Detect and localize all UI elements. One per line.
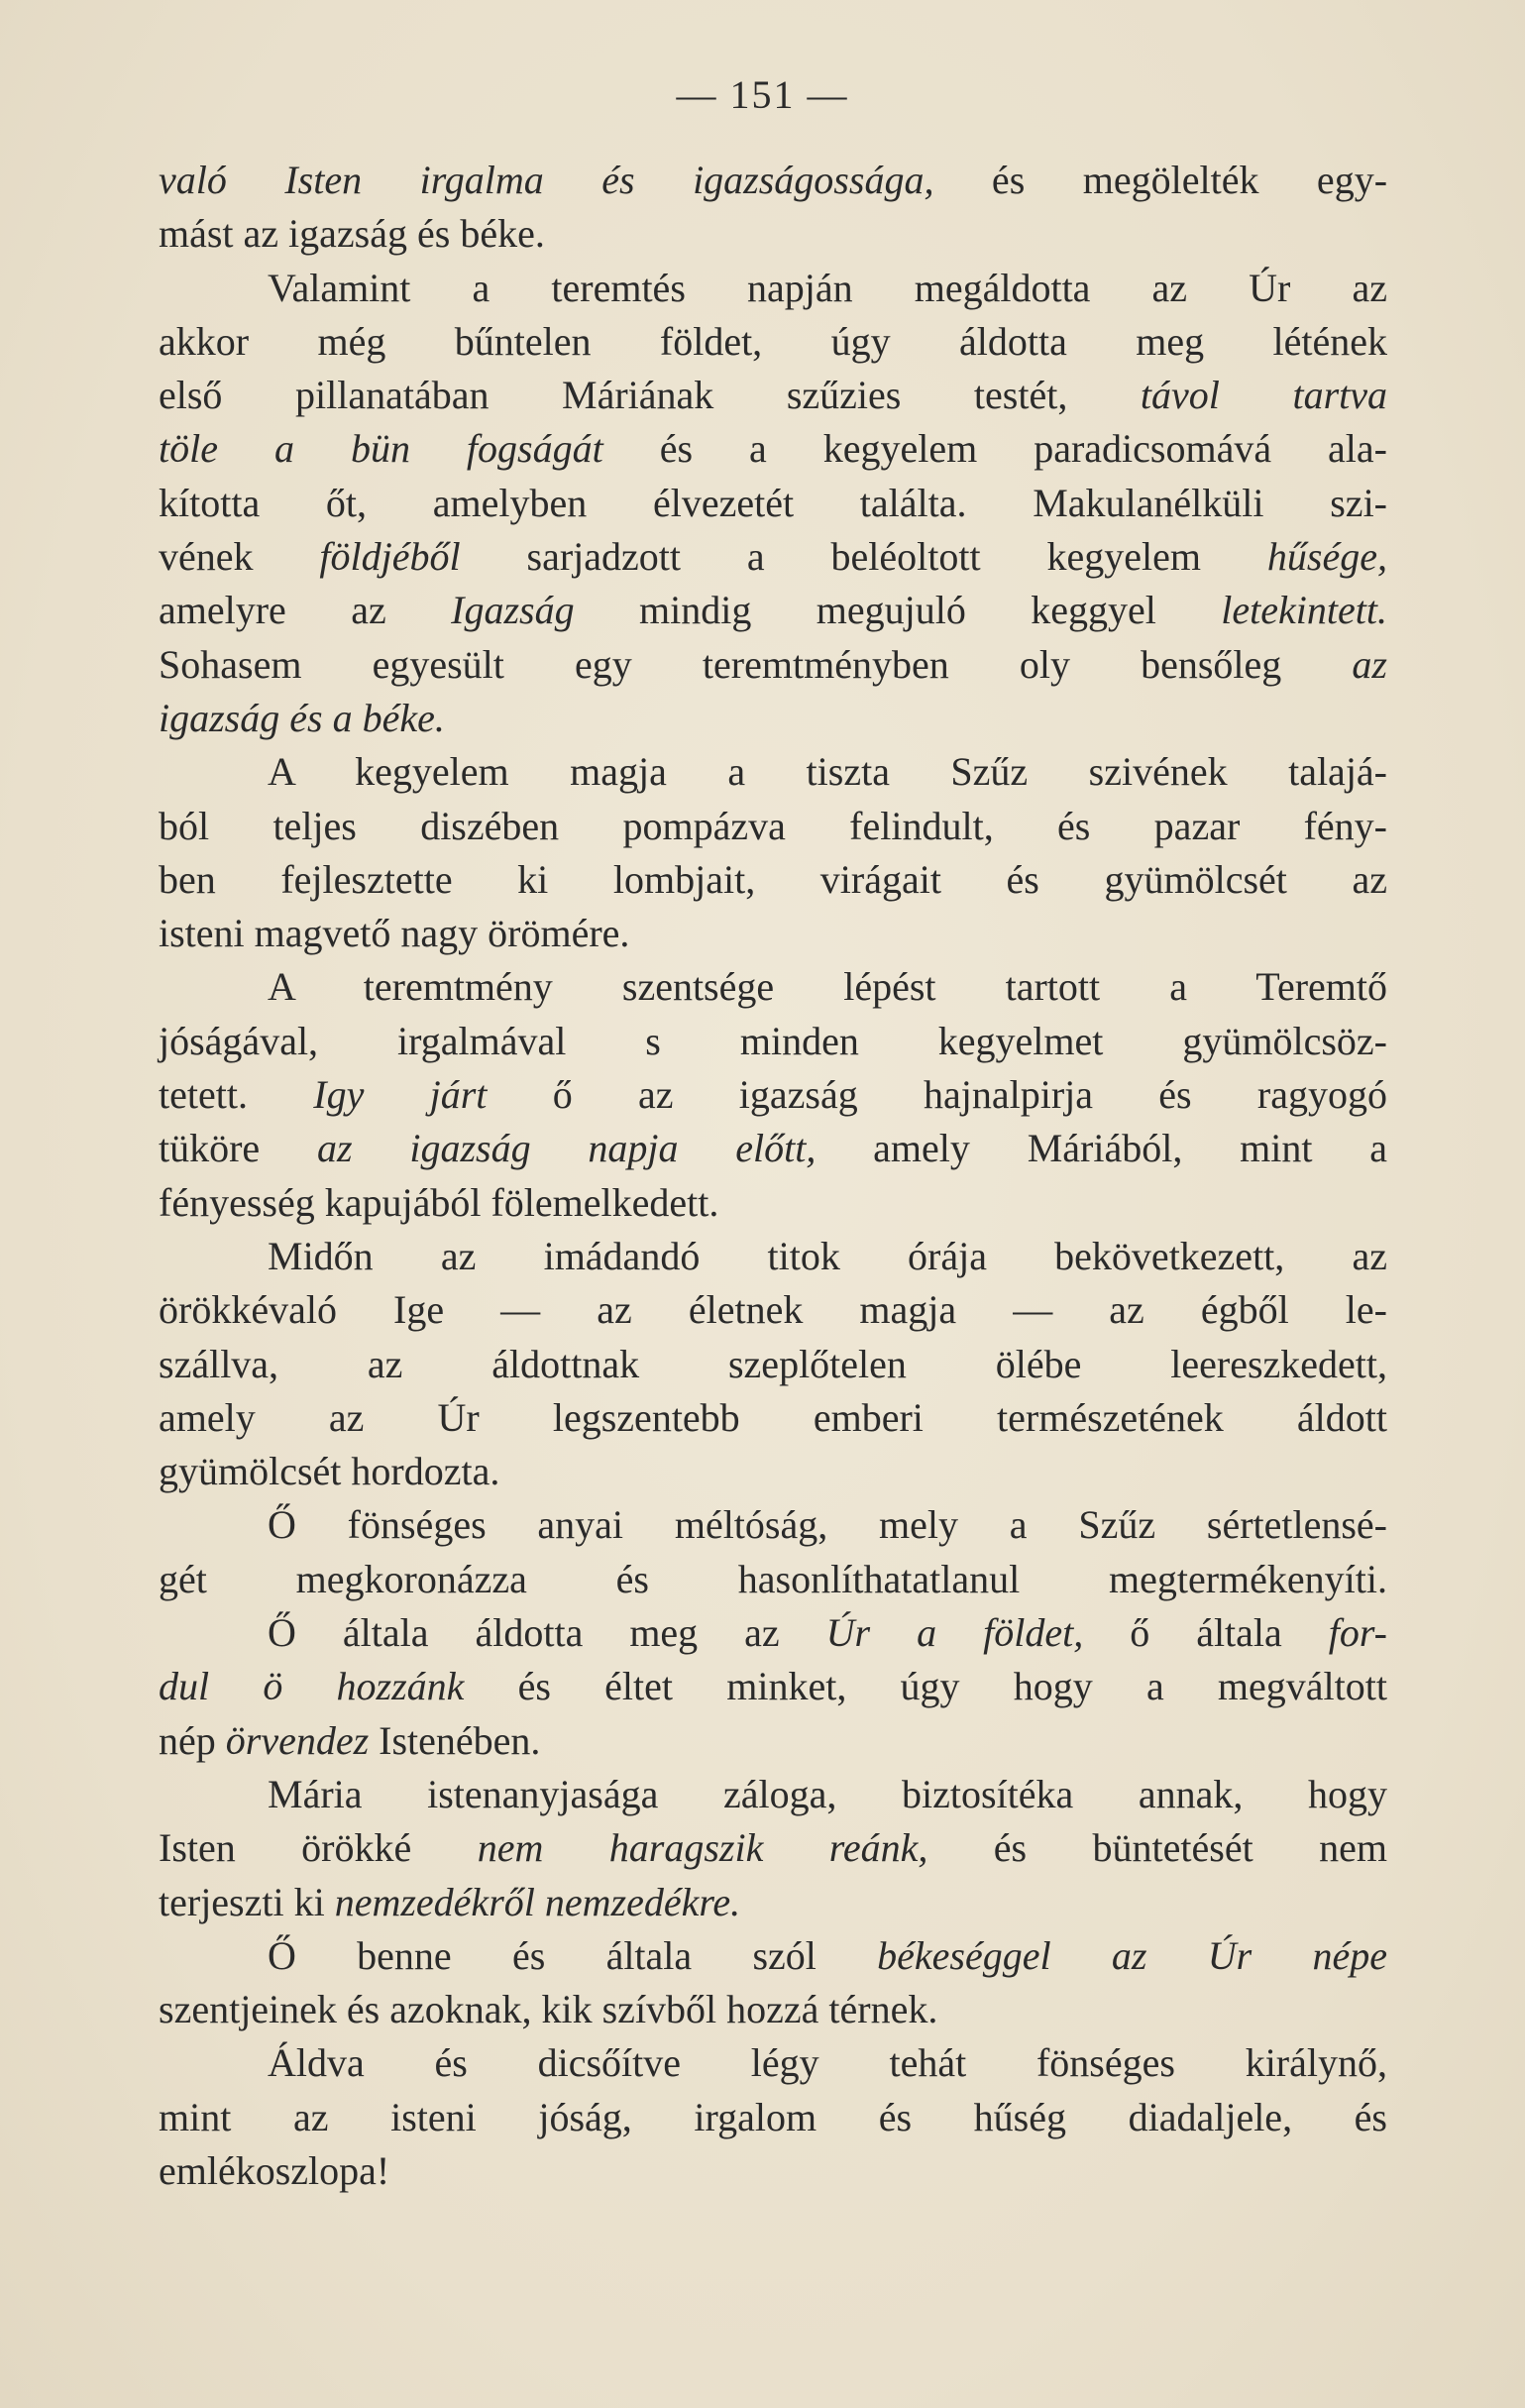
text-line: ben fejlesztette ki lombjait, virágait és gyümölcsét az xyxy=(159,856,1387,902)
text-line: első pillanatában Máriának szűzies testét, távol tartva xyxy=(159,373,1387,418)
text-line: A teremtmény szentsége lépést tartott a Teremtő xyxy=(268,964,1387,1010)
italic-emphasis: Úr a földet, xyxy=(825,1610,1084,1656)
text-line xyxy=(159,692,1387,745)
text-line: akkor még bűntelen földet, úgy áldotta meg létének xyxy=(159,318,1387,364)
text-line: Ő általa áldotta meg az Úr a földet, ő általa for- xyxy=(268,1610,1387,1656)
italic-emphasis: dul ö hozzánk xyxy=(159,1664,465,1709)
text-line: Valamint a teremtés napján megáldotta az Úr az xyxy=(268,265,1387,310)
text-line: Ő benne és általa szól békeséggel az Úr népe xyxy=(268,1932,1387,1978)
italic-emphasis: békeséggel az Úr népe xyxy=(877,1932,1387,1978)
italic-emphasis: Igazság xyxy=(451,588,575,633)
text-line: Midőn az imádandó titok órája bekövetkezett, az xyxy=(268,1233,1387,1278)
text-line: tetett. Igy járt ő az igazság hajnalpirja és ragyogó xyxy=(159,1072,1387,1118)
italic-emphasis: az igazság napja előtt, xyxy=(316,1126,817,1171)
text-line: nép örvendez Istenében. xyxy=(159,1717,541,1763)
italic-emphasis: távol tartva xyxy=(1140,373,1387,418)
italic-emphasis: nemzedékről nemzedékre. xyxy=(334,1879,741,1924)
italic-emphasis: letekintett. xyxy=(1221,588,1387,633)
text-line: való Isten irgalma és igazságossága, és megölelték egy- xyxy=(159,158,1388,202)
text-line: Isten örökké nem haragszik reánk, és büntetését nem xyxy=(159,1825,1388,1871)
italic-emphasis: nem haragszik reánk, xyxy=(477,1825,928,1871)
body-text xyxy=(159,154,1387,2198)
text-line: Mária istenanyjasága záloga, biztosítéka annak, hogy xyxy=(268,1771,1387,1816)
italic-emphasis: földjéből xyxy=(319,534,461,580)
italic-emphasis: igazság és a béke. xyxy=(159,695,445,740)
text-line: Áldva és dicsőítve légy tehát fönséges királynő, xyxy=(268,2040,1387,2086)
text-line: örökkévaló Ige — az életnek magja — az égből le- xyxy=(159,1287,1387,1333)
italic-emphasis: for- xyxy=(1328,1610,1387,1656)
text-line: kította őt, amelyben élvezetét találta. Makulanélküli szi- xyxy=(159,480,1387,525)
text-line: tüköre az igazság napja előtt, amely Máriából, mint a xyxy=(159,1126,1388,1171)
text-line: gét megkoronázza és hasonlíthatatlanul megtermékenyíti. xyxy=(159,1556,1387,1601)
text-line: emlékoszlopa! xyxy=(159,2147,390,2193)
text-line: jóságával, irgalmával s minden kegyelmet gyümölcsöz- xyxy=(159,1018,1387,1063)
italic-emphasis: töle a bün fogságát xyxy=(159,426,603,472)
text-line: gyümölcsét hordozta. xyxy=(159,1449,500,1494)
italic-emphasis: Igy járt xyxy=(313,1072,488,1118)
text-line: Ő fönséges anyai méltóság, mely a Szűz sértetlensé- xyxy=(268,1502,1387,1548)
text-line: amely az Úr legszentebb emberi természetének áldott xyxy=(159,1394,1387,1440)
italic-emphasis: való Isten irgalma és igazságossága, xyxy=(159,158,934,202)
text-line: amelyre az Igazság mindig megujuló keggyel letekintett. xyxy=(159,588,1387,633)
text-line: dul ö hozzánk és éltet minket, úgy hogy a megváltott xyxy=(159,1664,1388,1709)
text-line: mást az igazság és béke. xyxy=(159,211,545,257)
text-line: töle a bün fogságát és a kegyelem paradicsomává ala- xyxy=(159,426,1387,472)
page-number: — 151 — xyxy=(676,72,849,117)
text-line: isteni magvető nagy örömére. xyxy=(159,911,630,956)
text-line: mint az isteni jóság, irgalom és hűség diadaljele, és xyxy=(159,2094,1387,2139)
text-line: fényesség kapujából fölemelkedett. xyxy=(159,1179,719,1225)
text-line: szállva, az áldottnak szeplőtelen ölébe leereszkedett, xyxy=(159,1341,1387,1386)
italic-emphasis: örvendez xyxy=(225,1717,370,1763)
text-line: ból teljes diszében pompázva felindult, és pazar fény- xyxy=(159,803,1387,848)
text-line: szentjeinek és azoknak, kik szívből hozzá térnek. xyxy=(159,1987,938,2032)
italic-emphasis: az xyxy=(1352,641,1387,687)
text-line: terjeszti ki nemzedékről nemzedékre. xyxy=(159,1879,741,1924)
text-line: Sohasem egyesült egy teremtményben oly bensőleg az xyxy=(159,641,1387,687)
italic-emphasis: hűsége, xyxy=(1266,534,1387,580)
text-line: A kegyelem magja a tiszta Szűz szivének talajá- xyxy=(268,749,1387,795)
text-line: vének földjéből sarjadzott a beléoltott kegyelem hűsége, xyxy=(159,534,1387,580)
